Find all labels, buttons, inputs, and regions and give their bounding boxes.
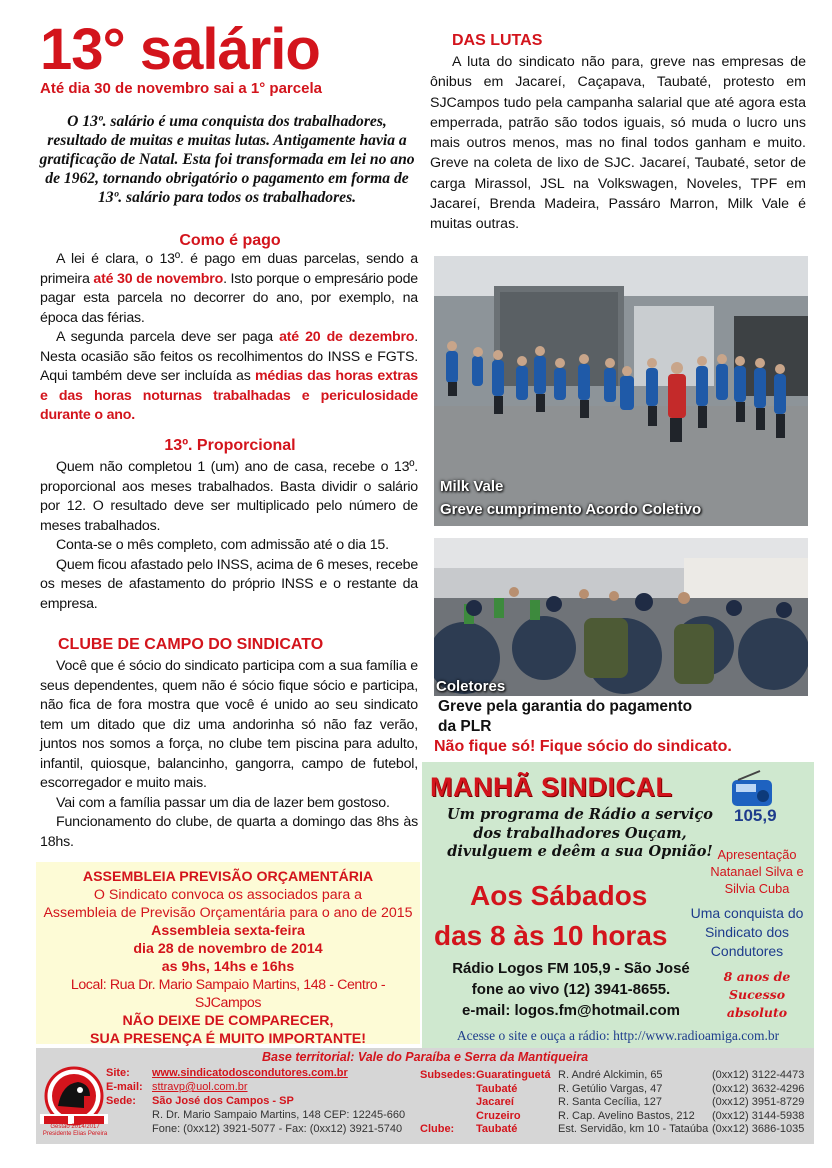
presenters: Apresentação Natanael Silva e Silvia Cuba — [710, 847, 804, 896]
text-run: A lei é clara, o 13º. é pago em duas parcelas, sendo a primeira — [40, 251, 418, 287]
subsede-phone: (0xx12) 3122-4473 — [712, 1069, 805, 1081]
prop-paragraph-2: Conta-se o mês completo, com admissão até o dia 15. — [56, 537, 389, 553]
program-day: Aos Sábados — [470, 880, 648, 911]
radio-website-link[interactable]: Acesse o site e ouça a rádio: http://www.radioamiga.com.br — [456, 1028, 780, 1043]
highlight-date: até 20 de dezembro — [279, 329, 415, 345]
assembleia-line: SUA PRESENÇA É MUITO IMPORTANTE! — [90, 1031, 366, 1047]
base-territorial: Base territorial: Vale do Paraíba e Serra da Mantiqueira — [261, 1050, 589, 1064]
photo2-caption-subtitle: Greve pela garantia do pagamento da PLR — [438, 698, 693, 735]
clube-heading: CLUBE DE CAMPO DO SINDICATO — [58, 636, 324, 653]
radio-station: Rádio Logos FM 105,9 - São José — [452, 960, 690, 977]
como-e-pago-heading: Como é pago — [179, 232, 281, 249]
slogan: Não fique só! Fique sócio do sindicato. — [434, 738, 732, 755]
radio-email: e-mail: logos.fm@hotmail.com — [462, 1002, 680, 1019]
subsede-phone: (0xx12) 3144-5938 — [712, 1109, 805, 1122]
subsede-city: Guaratinguetá — [476, 1069, 551, 1081]
manha-sindical-title: MANHÃ SINDICAL — [430, 772, 673, 802]
union-logo — [40, 1066, 108, 1128]
proporcional-heading: 13º. Proporcional — [164, 437, 296, 454]
como-e-pago-body — [40, 250, 418, 426]
gestao-text: Gestão 2014/2017 Presidente Elias Pereira — [42, 1124, 108, 1137]
subsede-phone: (0xx12) 3632-4296 — [712, 1082, 805, 1095]
proporcional-body — [40, 458, 418, 614]
conquista-text: Uma conquista do Sindicato dos Condutores — [690, 905, 804, 959]
prop-paragraph-3: Quem ficou afastado pelo INSS, acima de 6 meses, recebe os meses de afastamento do próprio INSS e o restante da empresa. — [40, 556, 419, 612]
anniversary-text: 8 anos de Sucesso absoluto — [723, 969, 791, 1020]
clube-paragraph-2: Vai com a família passar um dia de lazer bem gostoso. — [56, 794, 390, 811]
subsede-city: Taubaté — [476, 1082, 518, 1095]
assembleia-line: as 9hs, 14hs e 16hs — [161, 959, 295, 975]
site-link[interactable]: www.sindicatodoscondutores.com.br — [152, 1067, 348, 1079]
subsede-city: Cruzeiro — [476, 1109, 521, 1122]
highlight-date: até 30 de novembro — [93, 270, 224, 287]
como-paragraph-1 — [40, 250, 418, 328]
clube-phone: (0xx12) 3686-1035 — [712, 1123, 805, 1135]
subsede-address: R. Cap. Avelino Bastos, 212 — [558, 1109, 695, 1122]
subsede-phone: (0xx12) 3951-8729 — [712, 1096, 805, 1108]
main-subtitle: Até dia 30 de novembro sai a 1° parcela — [40, 80, 322, 97]
photo2-caption-title: Coletores — [436, 678, 506, 695]
text-run: A segunda parcela deve ser paga — [56, 329, 280, 345]
assembleia-line: O Sindicato convoca os associados para a — [93, 887, 363, 903]
sede-phone: Fone: (0xx12) 3921-5077 - Fax: (0xx12) 3921-5740 — [152, 1123, 403, 1135]
highlight-text: médias das horas extras e das horas noturnas trabalhadas e periculosidade durante o ano. — [40, 368, 418, 423]
das-lutas-body: A luta do sindicato não para, greve nas empresas de ônibus em Jacareí, Caçapava, Taubaté, protesto em SJCampos tudo pela campanha salarial que até agora esta emperrada, patrão são todos iguais, só muda o lucro uns mais outros menos, mas no final todos ganham e muito. Greve na coleta de lixo de SJC. Jacareí, Taubaté, setor de carga Mirassol, JSL na Volkswagen, Noveles, TPF em Jacareí, Brenda Madeira, Passáro Marron, Milk Vale é muitas outras. — [430, 54, 806, 233]
email-link[interactable]: sttravp@uol.com.br — [152, 1081, 248, 1093]
radio-frequency: 105,9 — [734, 806, 777, 825]
assembleia-line: Assembleia sexta-feira — [151, 923, 305, 939]
sede-label: Sede: — [106, 1095, 136, 1107]
subsede-address: R. Getúlio Vargas, 47 — [558, 1082, 663, 1095]
text-run: . Isto porque o empresário pode pagar esta parcela no decorrer do ano, por exemplo, na época das férias. — [40, 270, 418, 326]
subsedes-label: Subsedes: — [420, 1069, 476, 1081]
radio-contact — [426, 958, 716, 1021]
radio-phone: fone ao vivo (12) 3941-8655. — [471, 981, 671, 998]
assembleia-line: Assembleia de Previsão Orçamentária para o ano de 2015 — [43, 905, 413, 921]
subsede-address: R. Santa Cecília, 127 — [558, 1096, 662, 1108]
clube-address: Est. Servidão, km 10 - Tataúba — [558, 1123, 709, 1135]
clube-city: Taubaté — [476, 1123, 518, 1135]
coletores-image — [434, 538, 808, 696]
text-run: . Nesta ocasião são feitos os recolhimentos do INSS e FGTS. Aqui também deve ser incluída as — [40, 329, 418, 384]
email-label: E-mail: — [106, 1081, 143, 1093]
clube-label: Clube: — [420, 1123, 455, 1135]
assembleia-heading: ASSEMBLEIA PREVISÃO ORÇAMENTÁRIA — [82, 869, 374, 885]
sede-city: São José dos Campos - SP — [152, 1095, 294, 1107]
assembleia-line: NÃO DEIXE DE COMPARECER, — [122, 1013, 334, 1029]
subsede-address: R. André Alckimin, 65 — [558, 1069, 663, 1081]
intro-paragraph: O 13º. salário é uma conquista dos trabalhadores, resultado de muitas e muitas lutas. Antigamente havia a gratificação de Natal. Esta foi transformada em lei no ano de 1962, tornando obrigatório o pagamento em forma de 13º. salário para todos os trabalhadores. — [39, 113, 415, 206]
assembleia-line: dia 28 de novembro de 2014 — [133, 941, 323, 957]
clube-paragraph-1: Você que é sócio do sindicato participa com a sua família e seus dependentes, quem não é sócio fique sócio e participa, não fica de fora mostra que você é unido ao seu sindicato tem um ditado que diz uma andorinha só não faz verão, juntos nos somos a força, no clube tem piscina para adulto, infantil, quiosque, balancinho, gangorra, campo de futebol, escorregador e muito mais. — [40, 658, 418, 791]
assembleia-location: Local: Rua Dr. Mario Sampaio Martins, 148 - Centro - SJCampos — [70, 977, 386, 1011]
subsede-city: Jacareí — [476, 1096, 514, 1108]
main-title: 13° salário — [40, 17, 320, 82]
clube-body — [40, 657, 418, 852]
program-description: Um programa de Rádio a serviço dos trabalhadores Ouçam, divulguem e deêm a sua Opnião! — [447, 806, 713, 860]
site-label: Site: — [106, 1067, 130, 1079]
assembleia-box — [36, 862, 420, 1047]
clube-paragraph-3: Funcionamento do clube, de quarta a domingo das 8hs às 18hs. — [40, 814, 418, 850]
coletores-photo — [434, 538, 808, 696]
sede-address: R. Dr. Mario Sampaio Martins, 148 CEP: 12245-660 — [152, 1109, 406, 1121]
como-paragraph-2 — [40, 328, 418, 426]
prop-paragraph-1: Quem não completou 1 (um) ano de casa, recebe o 13º. proporcional aos meses trabalhados. Basta dividir o salário por 12. O resultado deve ser multiplicado pelo número de meses trabalhados. — [40, 459, 418, 534]
das-lutas-heading: DAS LUTAS — [452, 32, 543, 49]
photo1-caption-subtitle: Greve cumprimento Acordo Coletivo — [440, 501, 702, 518]
photo1-caption-title: Milk Vale — [440, 478, 504, 495]
program-hours: das 8 às 10 horas — [434, 920, 668, 951]
